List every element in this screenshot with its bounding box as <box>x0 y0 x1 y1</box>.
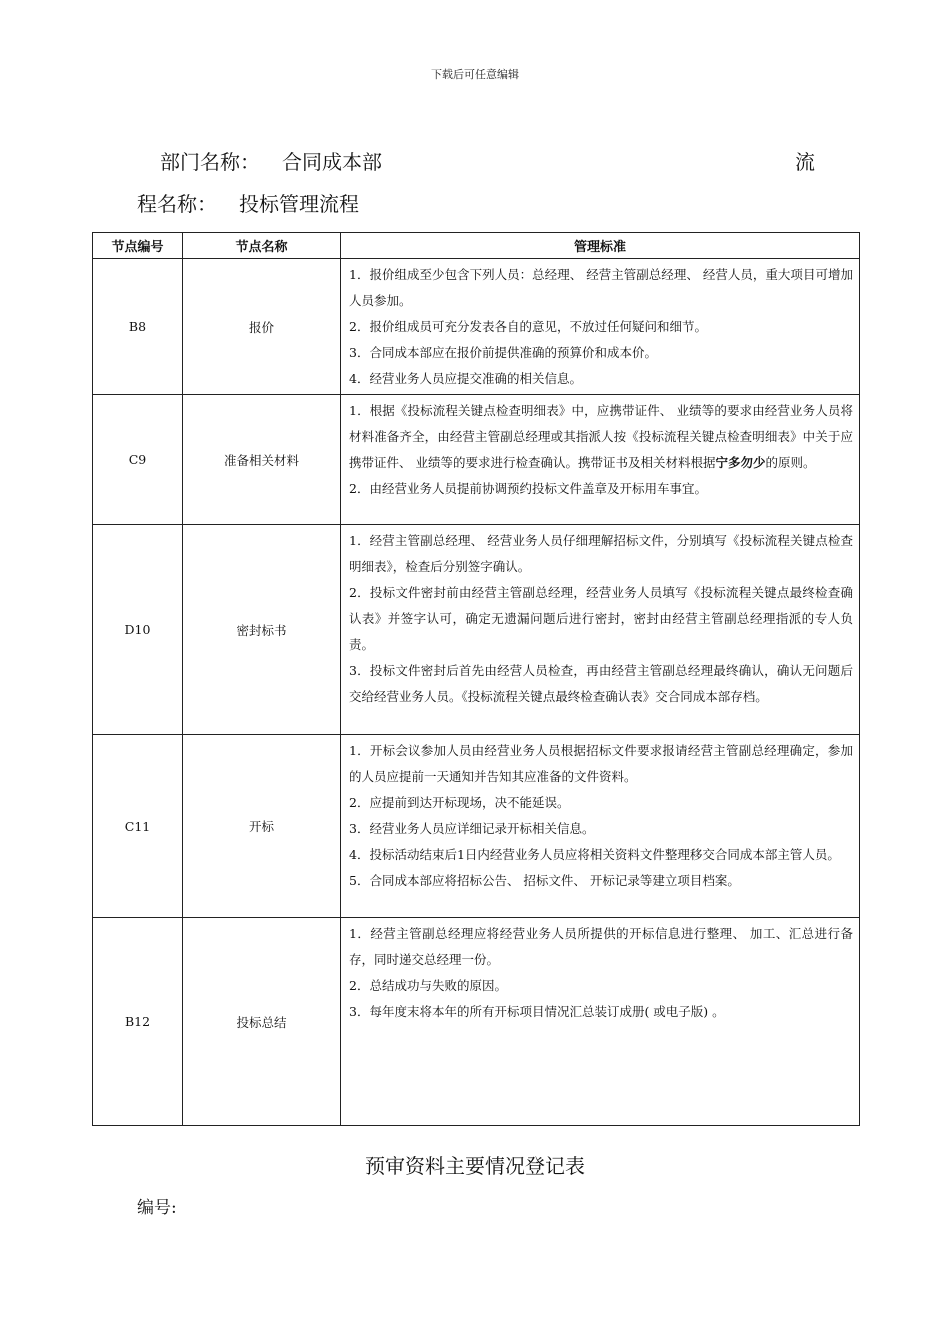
standard-item: 2．由经营业务人员提前协调预约投标文件盖章及开标用车事宜。 <box>349 481 707 496</box>
process-label-prefix: 流 <box>795 150 815 174</box>
standard-item: 5．合同成本部应将招标公告、 招标文件、 开标记录等建立项目档案。 <box>349 873 740 888</box>
node-code: B12 <box>93 918 183 1126</box>
standard-cell <box>341 395 860 525</box>
node-name: 投标总结 <box>183 918 341 1126</box>
standard-cell <box>341 735 860 918</box>
standard-cell <box>341 918 860 1126</box>
standard-item: 1．经营主管副总经理应将经营业务人员所提供的开标信息进行整理、 加工、汇总进行备存，同时递交总经理一份。 <box>349 926 853 967</box>
standard-item: 4．经营业务人员应提交准确的相关信息。 <box>349 371 582 386</box>
standard-item-tail: 的原则。 <box>765 455 816 470</box>
table-row <box>93 918 860 1126</box>
node-name: 报价 <box>183 259 341 395</box>
watermark: 下载后可任意编辑 <box>431 68 519 81</box>
standard-item: 2．应提前到达开标现场，决不能延误。 <box>349 795 570 810</box>
standard-item-text: 1．根据《投标流程关键点检查明细表》中，应携带证件、 业绩等的要求由经营业务人员将材料准备齐全，由经营主管副总经理或其指派人按《投标流程关键点检查明细表》中关于应携带证件、 业绩等的要求进行检查确认。携带证书及相关材料根据 <box>349 403 853 470</box>
standard-item: 3．投标文件密封后首先由经营人员检查，再由经营主管副总经理最终确认，确认无问题后交给经营业务人员。《投标流程关键点最终检查确认表》交合同成本部存档。 <box>349 663 853 704</box>
table-header-row <box>93 233 860 259</box>
serial-number-label: 编号: <box>137 1198 177 1218</box>
table-row <box>93 395 860 525</box>
standard-item: 4．投标活动结束后1日内经营业务人员应将相关资料文件整理移交合同成本部主管人员。 <box>349 847 840 862</box>
register-title: 预审资料主要情况登记表 <box>365 1154 585 1178</box>
standard-cell <box>341 525 860 735</box>
table-row <box>93 735 860 918</box>
process-value: 投标管理流程 <box>239 192 359 216</box>
standard-item: 3．每年度末将本年的所有开标项目情况汇总装订成册( 或电子版) 。 <box>349 1004 725 1019</box>
table-row <box>93 259 860 395</box>
node-code: D10 <box>93 525 183 735</box>
standard-item: 1．经营主管副总经理、 经营业务人员仔细理解招标文件，分别填写《投标流程关键点检查明细表》，检查后分别签字确认。 <box>349 533 853 574</box>
emphasis-text: 宁多勿少 <box>715 455 766 470</box>
header-node-name: 节点名称 <box>183 233 341 259</box>
standard-item: 2．报价组成员可充分发表各自的意见，不放过任何疑问和细节。 <box>349 319 707 334</box>
node-code: C9 <box>93 395 183 525</box>
header-node-code: 节点编号 <box>93 233 183 259</box>
department-line <box>160 146 815 175</box>
standard-cell <box>341 259 860 395</box>
node-name: 准备相关材料 <box>183 395 341 525</box>
department-label: 部门名称： <box>160 150 260 174</box>
process-line <box>137 188 359 217</box>
header-standard: 管理标准 <box>341 233 860 259</box>
standard-item: 1．报价组成至少包含下列人员：总经理、 经营主管副总经理、 经营人员，重大项目可增加人员参加。 <box>349 267 853 308</box>
standard-item <box>349 398 853 476</box>
standard-item: 1．开标会议参加人员由经营业务人员根据招标文件要求报请经营主管副总经理确定，参加的人员应提前一天通知并告知其应准备的文件资料。 <box>349 743 853 784</box>
standard-item: 2．总结成功与失败的原因。 <box>349 978 507 993</box>
management-standard-table <box>92 232 860 1126</box>
node-name: 开标 <box>183 735 341 918</box>
standard-item: 3．经营业务人员应详细记录开标相关信息。 <box>349 821 595 836</box>
node-code: B8 <box>93 259 183 395</box>
standard-item: 2．投标文件密封前由经营主管副总经理，经营业务人员填写《投标流程关键点最终检查确认表》并签字认可，确定无遗漏问题后进行密封，密封由经营主管副总经理指派的专人负责。 <box>349 585 853 652</box>
department-value: 合同成本部 <box>282 150 382 174</box>
node-code: C11 <box>93 735 183 918</box>
table-row <box>93 525 860 735</box>
process-label: 程名称： <box>137 192 217 216</box>
standard-item: 3．合同成本部应在报价前提供准确的预算价和成本价。 <box>349 345 657 360</box>
node-name: 密封标书 <box>183 525 341 735</box>
